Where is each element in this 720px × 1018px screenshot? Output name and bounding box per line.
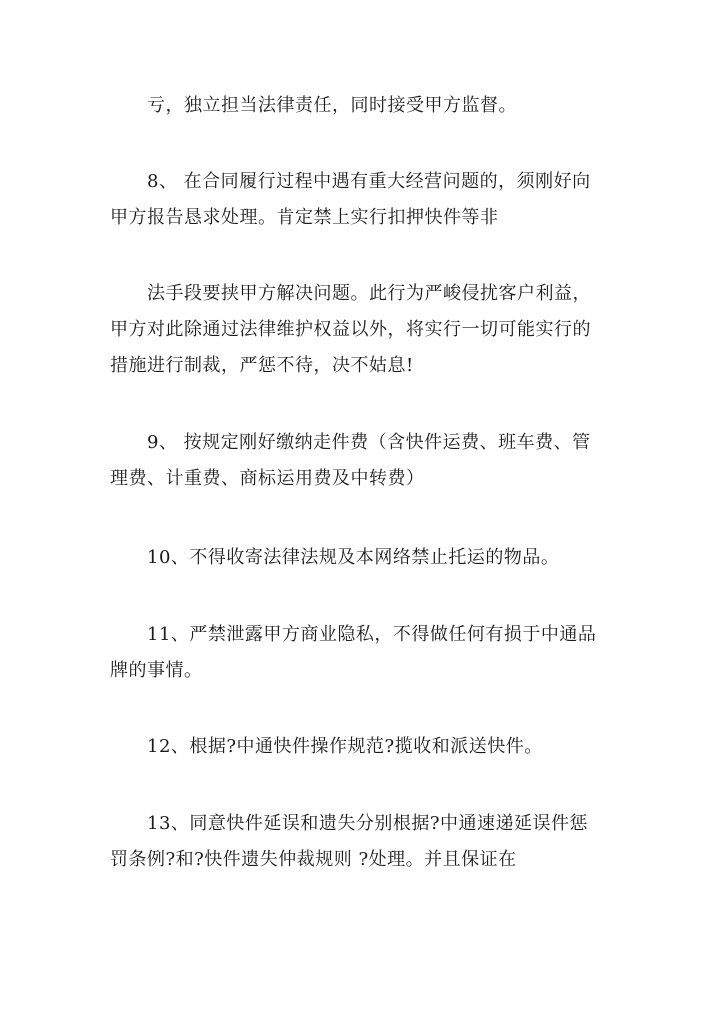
text-line: 牌的事情。	[110, 660, 203, 681]
text-line: 8、 在合同履行过程中遇有重大经营问题的，须刚好向	[110, 171, 591, 192]
text-line: 10、不得收寄法律法规及本网络禁止托运的物品。	[110, 547, 560, 568]
text-line: 理费、计重费、商标运用费及中转费）	[110, 468, 425, 489]
paragraph-clause-12	[110, 729, 615, 765]
paragraph-clause-8-continued	[110, 276, 615, 384]
text-line: 11、严禁泄露甲方商业隐私，不得做任何有损于中通品	[110, 624, 597, 645]
paragraph-clause-13	[110, 806, 615, 878]
text-line: 9、 按规定刚好缴纳走件费（含快件运费、班车费、管	[110, 432, 591, 453]
text-line: 法手段要挟甲方解决问题。此行为严峻侵扰客户利益，	[110, 283, 591, 304]
text-line: 措施进行制裁，严惩不待，决不姑息!	[110, 355, 414, 376]
text-line: 12、根据?中通快件操作规范?揽收和派送快件。	[110, 736, 543, 757]
paragraph-clause-10	[110, 540, 615, 576]
paragraph-clause-8	[110, 164, 615, 236]
paragraph-clause-11	[110, 617, 615, 689]
text-line: 甲方报告恳求处理。肯定禁上实行扣押快件等非	[110, 207, 499, 228]
text-line: 甲方对此除通过法律维护权益以外，将实行一切可能实行的	[110, 319, 591, 340]
text-line: 亏，独立担当法律责任，同时接受甲方监督。	[110, 95, 517, 116]
paragraph-clause-9	[110, 425, 615, 497]
text-line: 13、同意快件延误和遗失分别根据?中通速递延误件惩	[110, 813, 589, 834]
text-line: 罚条例?和?快件遗失仲裁规则 ?处理。并且保证在	[110, 849, 517, 870]
paragraph-clause-7-end	[110, 88, 615, 124]
